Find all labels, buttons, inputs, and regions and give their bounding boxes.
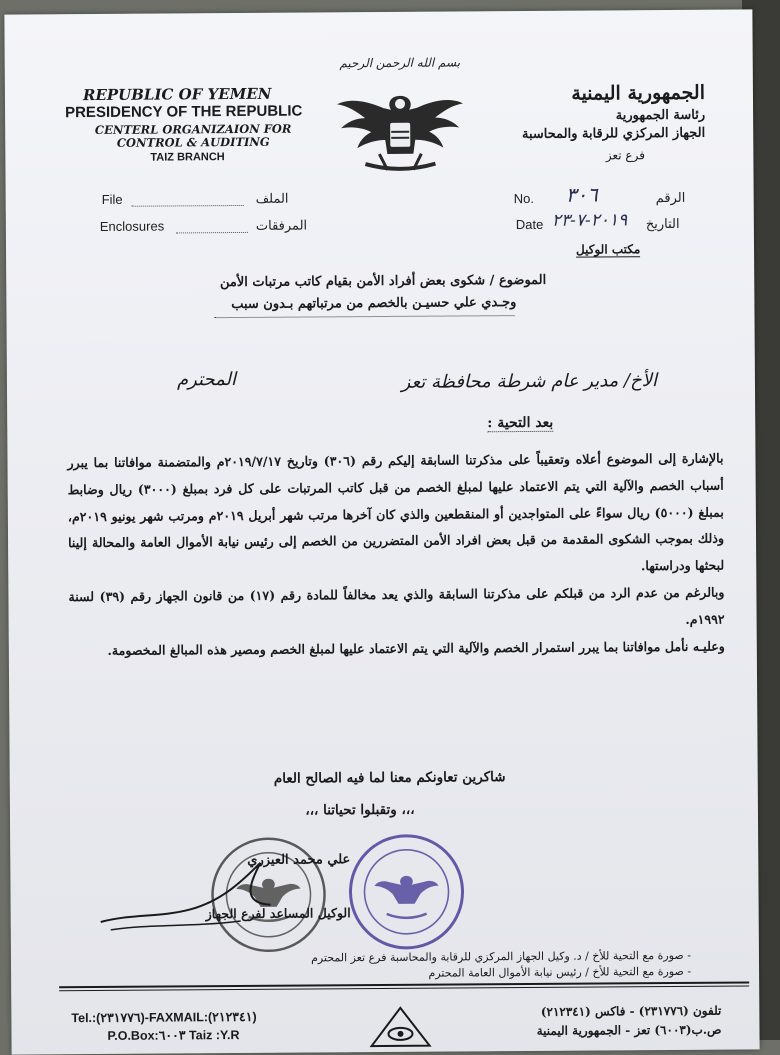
date-label-ar: التاريخ	[645, 215, 680, 232]
signatory-title: الوكيل المساعد لفرع الجهاز	[205, 905, 351, 922]
official-stamp-purple-icon	[346, 831, 467, 952]
header-ar-branch: فرع تعز	[605, 148, 645, 163]
footer-tel-ar: تلفون (٢٣١٧٧٦) - فاكس (٢١٢٣٤١)	[540, 1003, 722, 1019]
body-paragraph-3: وعليـه نأمل موافاتنا بما يبرر استمرار الخصم والآلية التي يتم الاعتماد عليها لمبلغ الخصم ومصير هذه المبالغ المخصومة.	[107, 638, 725, 658]
file-label-ar: الملف	[255, 190, 289, 206]
header-ar-presidency: رئاسة الجمهورية	[615, 107, 706, 124]
signatory-name: علي محمد العيزري	[247, 852, 351, 868]
closing-regards: ،،، وتقبلوا تحياتنا ،،،	[305, 801, 415, 819]
subject-line-2: وجـدي علي حسيـن بالخصم من مرتباتهم بـدون سبب	[231, 295, 517, 313]
header-en-presidency: PRESIDENCY OF THE REPUBLIC	[65, 102, 303, 122]
office-label: مكتب الوكيل	[575, 242, 641, 257]
footer-pobox-en: P.O.Box:٦٠٠٣ Taiz :Y.R	[107, 1028, 240, 1043]
header-en-republic: REPUBLIC OF YEMEN	[82, 84, 272, 105]
letter-sheet	[4, 9, 759, 1054]
body-paragraph-1: بالإشارة إلى الموضوع أعلاه وتعقيباً على مذكرتنا السابقة إليكم رقم (٣٠٦) وتاريخ ٢٠١٩/٧/١٧م والمتضمنة موافاتنا بما يبرر أسباب الخصم والآلية التي يتم الاعتماد عليها لمبلغ الخصم من قبل كاتب المرتبات على كل فرد بمبلغ (٣٠٠٠) ريال وضابط بمبلغ (٥٠٠٠) ريال سواءً على المتواجدين أو المنقطعين والذي كان آخرها مرتب شهر أبريل ٢٠١٩م ومرتب شهر يونيو ٢٠١٩م، وذلك بموجب الشكوى المقدمة من قبل بعض افراد الأمن المتضررين من الخصم إلى رئيس نيابة الأموال العامة والمحالة إلينا لبحثها ودراستها.	[67, 450, 725, 574]
footer-tel-en: Tel.:(٢٣١٧٧٦)-FAXMAIL:(٢١٢٣٤١)	[71, 1009, 257, 1026]
date-value: ٢٠١٩-٧-٢٣	[551, 210, 628, 231]
date-label-en: Date	[515, 216, 544, 233]
closing-thanks: شاكرين تعاونكم معنا لما فيه الصالح العام	[273, 769, 506, 787]
subject-line-1: الموضوع / شكوى بعض أفراد الأمن بقيام كاتب مرتبات الأمن	[219, 272, 547, 291]
respect-title: المحترم	[176, 369, 237, 391]
file-label-en: File	[101, 191, 123, 207]
header-ar-republic: الجمهورية اليمنية	[571, 81, 706, 105]
enclosures-field-line	[176, 232, 248, 234]
enclosures-label-en: Enclosures	[99, 218, 165, 234]
cc-line-1: - صورة مع التحية للأخ / د. وكيل الجهاز المركزي للرقابة والمحاسبة فرع تعز المحترم	[311, 948, 692, 965]
greeting: بعد التحية :	[487, 414, 554, 432]
carbon-copy-list	[291, 948, 691, 983]
yemen-eagle-emblem-icon	[335, 73, 466, 179]
footer-organization-logo-icon	[365, 1004, 435, 1050]
header-en-organization: CENTERL ORGANIZAION FOR CONTROL & AUDITING	[94, 121, 292, 150]
cc-line-2: - صورة مع التحية للأخ / رئيس نيابة الأموال العامة المحترم	[428, 964, 692, 980]
no-label-ar: الرقم	[655, 189, 686, 206]
enclosures-label-ar: المرفقات	[255, 217, 308, 233]
footer-pobox-ar: ص.ب(٦٠٠٣) تعز - الجمهورية اليمنية	[536, 1022, 722, 1038]
no-value: ٣٠٦	[565, 182, 598, 207]
body-paragraph-2: وبالرغم من عدم الرد من قبلكم على مذكرتنا السابقة والذي يعد مخالفاً للمادة رقم (١٧) من قانون الجهاز رقم (٣٩) لسنة ١٩٩٢م.	[68, 584, 725, 627]
file-field-line	[132, 205, 244, 207]
header-ar-organization: الجهاز المركزي للرقابة والمحاسبة	[521, 125, 706, 143]
basmala-text: بسم الله الرحمن الرحيم	[339, 55, 461, 71]
letter-body	[67, 446, 724, 665]
header-en-branch: TAIZ BRANCH	[150, 151, 225, 164]
recipient-address: الأخ/ مدير عام شرطة محافظة تعز	[401, 370, 658, 393]
no-label-en: No.	[513, 190, 534, 207]
subject-underline	[214, 315, 514, 318]
